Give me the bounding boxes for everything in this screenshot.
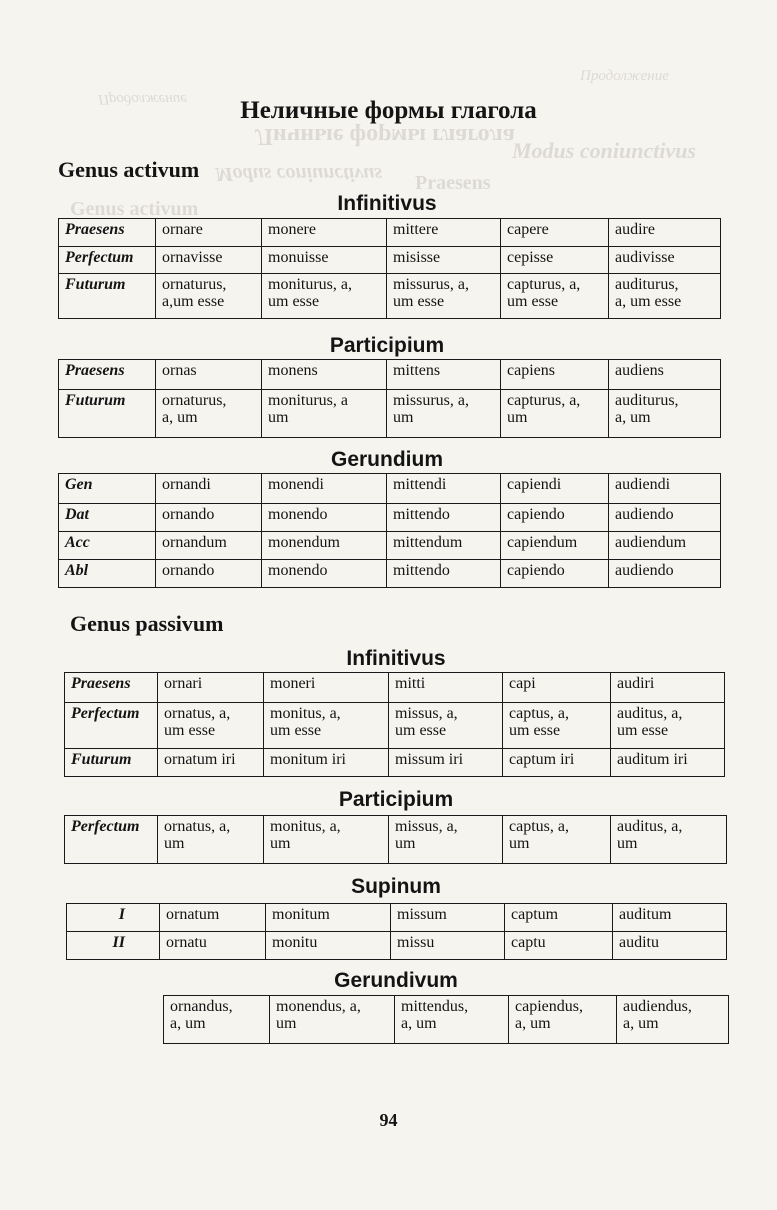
form-cell: ornare	[156, 219, 262, 247]
form-cell: auditus, a, um esse	[611, 703, 725, 749]
form-cell: cepisse	[501, 247, 609, 274]
table-row	[59, 474, 721, 504]
form-cell: moneri	[264, 673, 389, 703]
form-cell: ornatus, a, um	[158, 816, 264, 864]
form-cell: ornatum iri	[158, 749, 264, 777]
table-row	[59, 247, 721, 274]
form-cell: missus, a, um esse	[389, 703, 503, 749]
passive-gerundivum-table	[163, 995, 729, 1044]
form-cell: auditurus, a, um esse	[609, 274, 721, 319]
table-row	[67, 904, 727, 932]
form-cell: ornandi	[156, 474, 262, 504]
row-label: Abl	[59, 560, 156, 588]
passive-infinitivus-table	[64, 672, 725, 777]
form-cell: capturus, a, um	[501, 390, 609, 438]
table-row	[59, 219, 721, 247]
active-participium-table	[58, 359, 721, 438]
form-cell: ornandum	[156, 532, 262, 560]
passive-gerundivum-heading: Gerundivum	[334, 969, 458, 992]
row-label: Perfectum	[65, 703, 158, 749]
form-cell: auditum	[613, 904, 727, 932]
form-cell: missu	[391, 932, 505, 960]
table-row	[164, 996, 729, 1044]
form-cell: missum	[391, 904, 505, 932]
form-cell: capiendo	[501, 560, 609, 588]
form-cell: monitu	[266, 932, 391, 960]
active-infinitivus-table	[58, 218, 721, 319]
row-label: Praesens	[59, 219, 156, 247]
row-label: Futurum	[59, 390, 156, 438]
form-cell: audiri	[611, 673, 725, 703]
passive-supinum-heading: Supinum	[351, 875, 441, 898]
form-cell: mittere	[387, 219, 501, 247]
form-cell: captum iri	[503, 749, 611, 777]
form-cell: missurus, a, um	[387, 390, 501, 438]
bleed-through-text: Modus coniunctivus	[512, 138, 696, 163]
form-cell: audiendo	[609, 560, 721, 588]
form-cell: misisse	[387, 247, 501, 274]
form-cell: monitus, a, um	[264, 816, 389, 864]
table-row	[65, 816, 727, 864]
form-cell: missus, a, um	[389, 816, 503, 864]
form-cell: monitum iri	[264, 749, 389, 777]
form-cell: monens	[262, 360, 387, 390]
form-cell: monendo	[262, 504, 387, 532]
form-cell: capturus, a, um esse	[501, 274, 609, 319]
bleed-through-text: Genus activum	[70, 198, 199, 220]
form-cell: monitum	[266, 904, 391, 932]
form-cell: monendus, a, um	[270, 996, 395, 1044]
form-cell: ornavisse	[156, 247, 262, 274]
form-cell: auditurus, a, um	[609, 390, 721, 438]
row-label: Perfectum	[65, 816, 158, 864]
form-cell: moniturus, a, um esse	[262, 274, 387, 319]
form-cell: monitus, a, um esse	[264, 703, 389, 749]
form-cell: missurus, a, um esse	[387, 274, 501, 319]
active-infinitivus-heading: Infinitivus	[337, 192, 437, 215]
row-label: Acc	[59, 532, 156, 560]
form-cell: ornando	[156, 504, 262, 532]
active-participium-heading: Participium	[329, 334, 445, 357]
form-cell: mittendo	[387, 560, 501, 588]
table-row	[65, 749, 725, 777]
form-cell: capiendo	[501, 504, 609, 532]
bleed-through-text: Личные формы глагола	[255, 123, 515, 149]
table-row	[59, 560, 721, 588]
table-row	[59, 532, 721, 560]
form-cell: mittendus, a, um	[395, 996, 509, 1044]
form-cell: ornaturus, a, um	[156, 390, 262, 438]
row-label: Perfectum	[59, 247, 156, 274]
bleed-through-text: Praesens	[415, 172, 491, 194]
row-label: Gen	[59, 474, 156, 504]
genus-passivum-heading: Genus passivum	[70, 611, 224, 636]
active-gerundium-table	[58, 473, 721, 588]
form-cell: audiens	[609, 360, 721, 390]
bleed-through-text: Продолжение	[98, 91, 187, 107]
table-row	[59, 274, 721, 319]
page-number: 94	[379, 1110, 398, 1130]
form-cell: captu	[505, 932, 613, 960]
form-cell: ornatu	[160, 932, 266, 960]
table-row	[59, 390, 721, 438]
form-cell: capi	[503, 673, 611, 703]
page-title: Неличные формы глагола	[240, 97, 537, 124]
form-cell: ornatus, a, um esse	[158, 703, 264, 749]
form-cell: ornari	[158, 673, 264, 703]
form-cell: capiendi	[501, 474, 609, 504]
form-cell: capiendus, a, um	[509, 996, 617, 1044]
row-label: II	[67, 932, 160, 960]
form-cell: audiendi	[609, 474, 721, 504]
form-cell: mittendi	[387, 474, 501, 504]
row-label: Futurum	[59, 274, 156, 319]
table-row	[67, 932, 727, 960]
form-cell: audivisse	[609, 247, 721, 274]
table-row	[59, 360, 721, 390]
form-cell: monuisse	[262, 247, 387, 274]
genus-activum-heading: Genus activum	[58, 157, 200, 182]
form-cell: ornandus, a, um	[164, 996, 270, 1044]
form-cell: monendi	[262, 474, 387, 504]
form-cell: ornando	[156, 560, 262, 588]
passive-participium-heading: Participium	[338, 788, 454, 811]
table-row	[65, 673, 725, 703]
passive-supinum-table	[66, 903, 727, 960]
form-cell: ornas	[156, 360, 262, 390]
form-cell: audiendus, a, um	[617, 996, 729, 1044]
form-cell: missum iri	[389, 749, 503, 777]
bleed-through-text: Продолжение	[580, 68, 669, 84]
table-row	[59, 504, 721, 532]
form-cell: captus, a, um esse	[503, 703, 611, 749]
row-label: I	[67, 904, 160, 932]
row-label: Futurum	[65, 749, 158, 777]
form-cell: auditu	[613, 932, 727, 960]
passive-infinitivus-heading: Infinitivus	[346, 647, 446, 670]
form-cell: mittendo	[387, 504, 501, 532]
form-cell: auditus, a, um	[611, 816, 727, 864]
form-cell: audiendum	[609, 532, 721, 560]
form-cell: captus, a, um	[503, 816, 611, 864]
form-cell: mittendum	[387, 532, 501, 560]
form-cell: monendum	[262, 532, 387, 560]
active-gerundium-heading: Gerundium	[330, 448, 443, 471]
form-cell: ornatum	[160, 904, 266, 932]
form-cell: capiendum	[501, 532, 609, 560]
form-cell: moniturus, a um	[262, 390, 387, 438]
row-label: Praesens	[59, 360, 156, 390]
form-cell: ornaturus, a,um esse	[156, 274, 262, 319]
form-cell: audiendo	[609, 504, 721, 532]
table-row	[65, 703, 725, 749]
row-label: Praesens	[65, 673, 158, 703]
passive-participium-table	[64, 815, 727, 864]
bleed-through-text: Modus coniunctivus	[215, 163, 383, 185]
form-cell: monere	[262, 219, 387, 247]
form-cell: capere	[501, 219, 609, 247]
form-cell: mitti	[389, 673, 503, 703]
row-label: Dat	[59, 504, 156, 532]
form-cell: auditum iri	[611, 749, 725, 777]
form-cell: audire	[609, 219, 721, 247]
form-cell: capiens	[501, 360, 609, 390]
form-cell: monendo	[262, 560, 387, 588]
form-cell: mittens	[387, 360, 501, 390]
form-cell: captum	[505, 904, 613, 932]
